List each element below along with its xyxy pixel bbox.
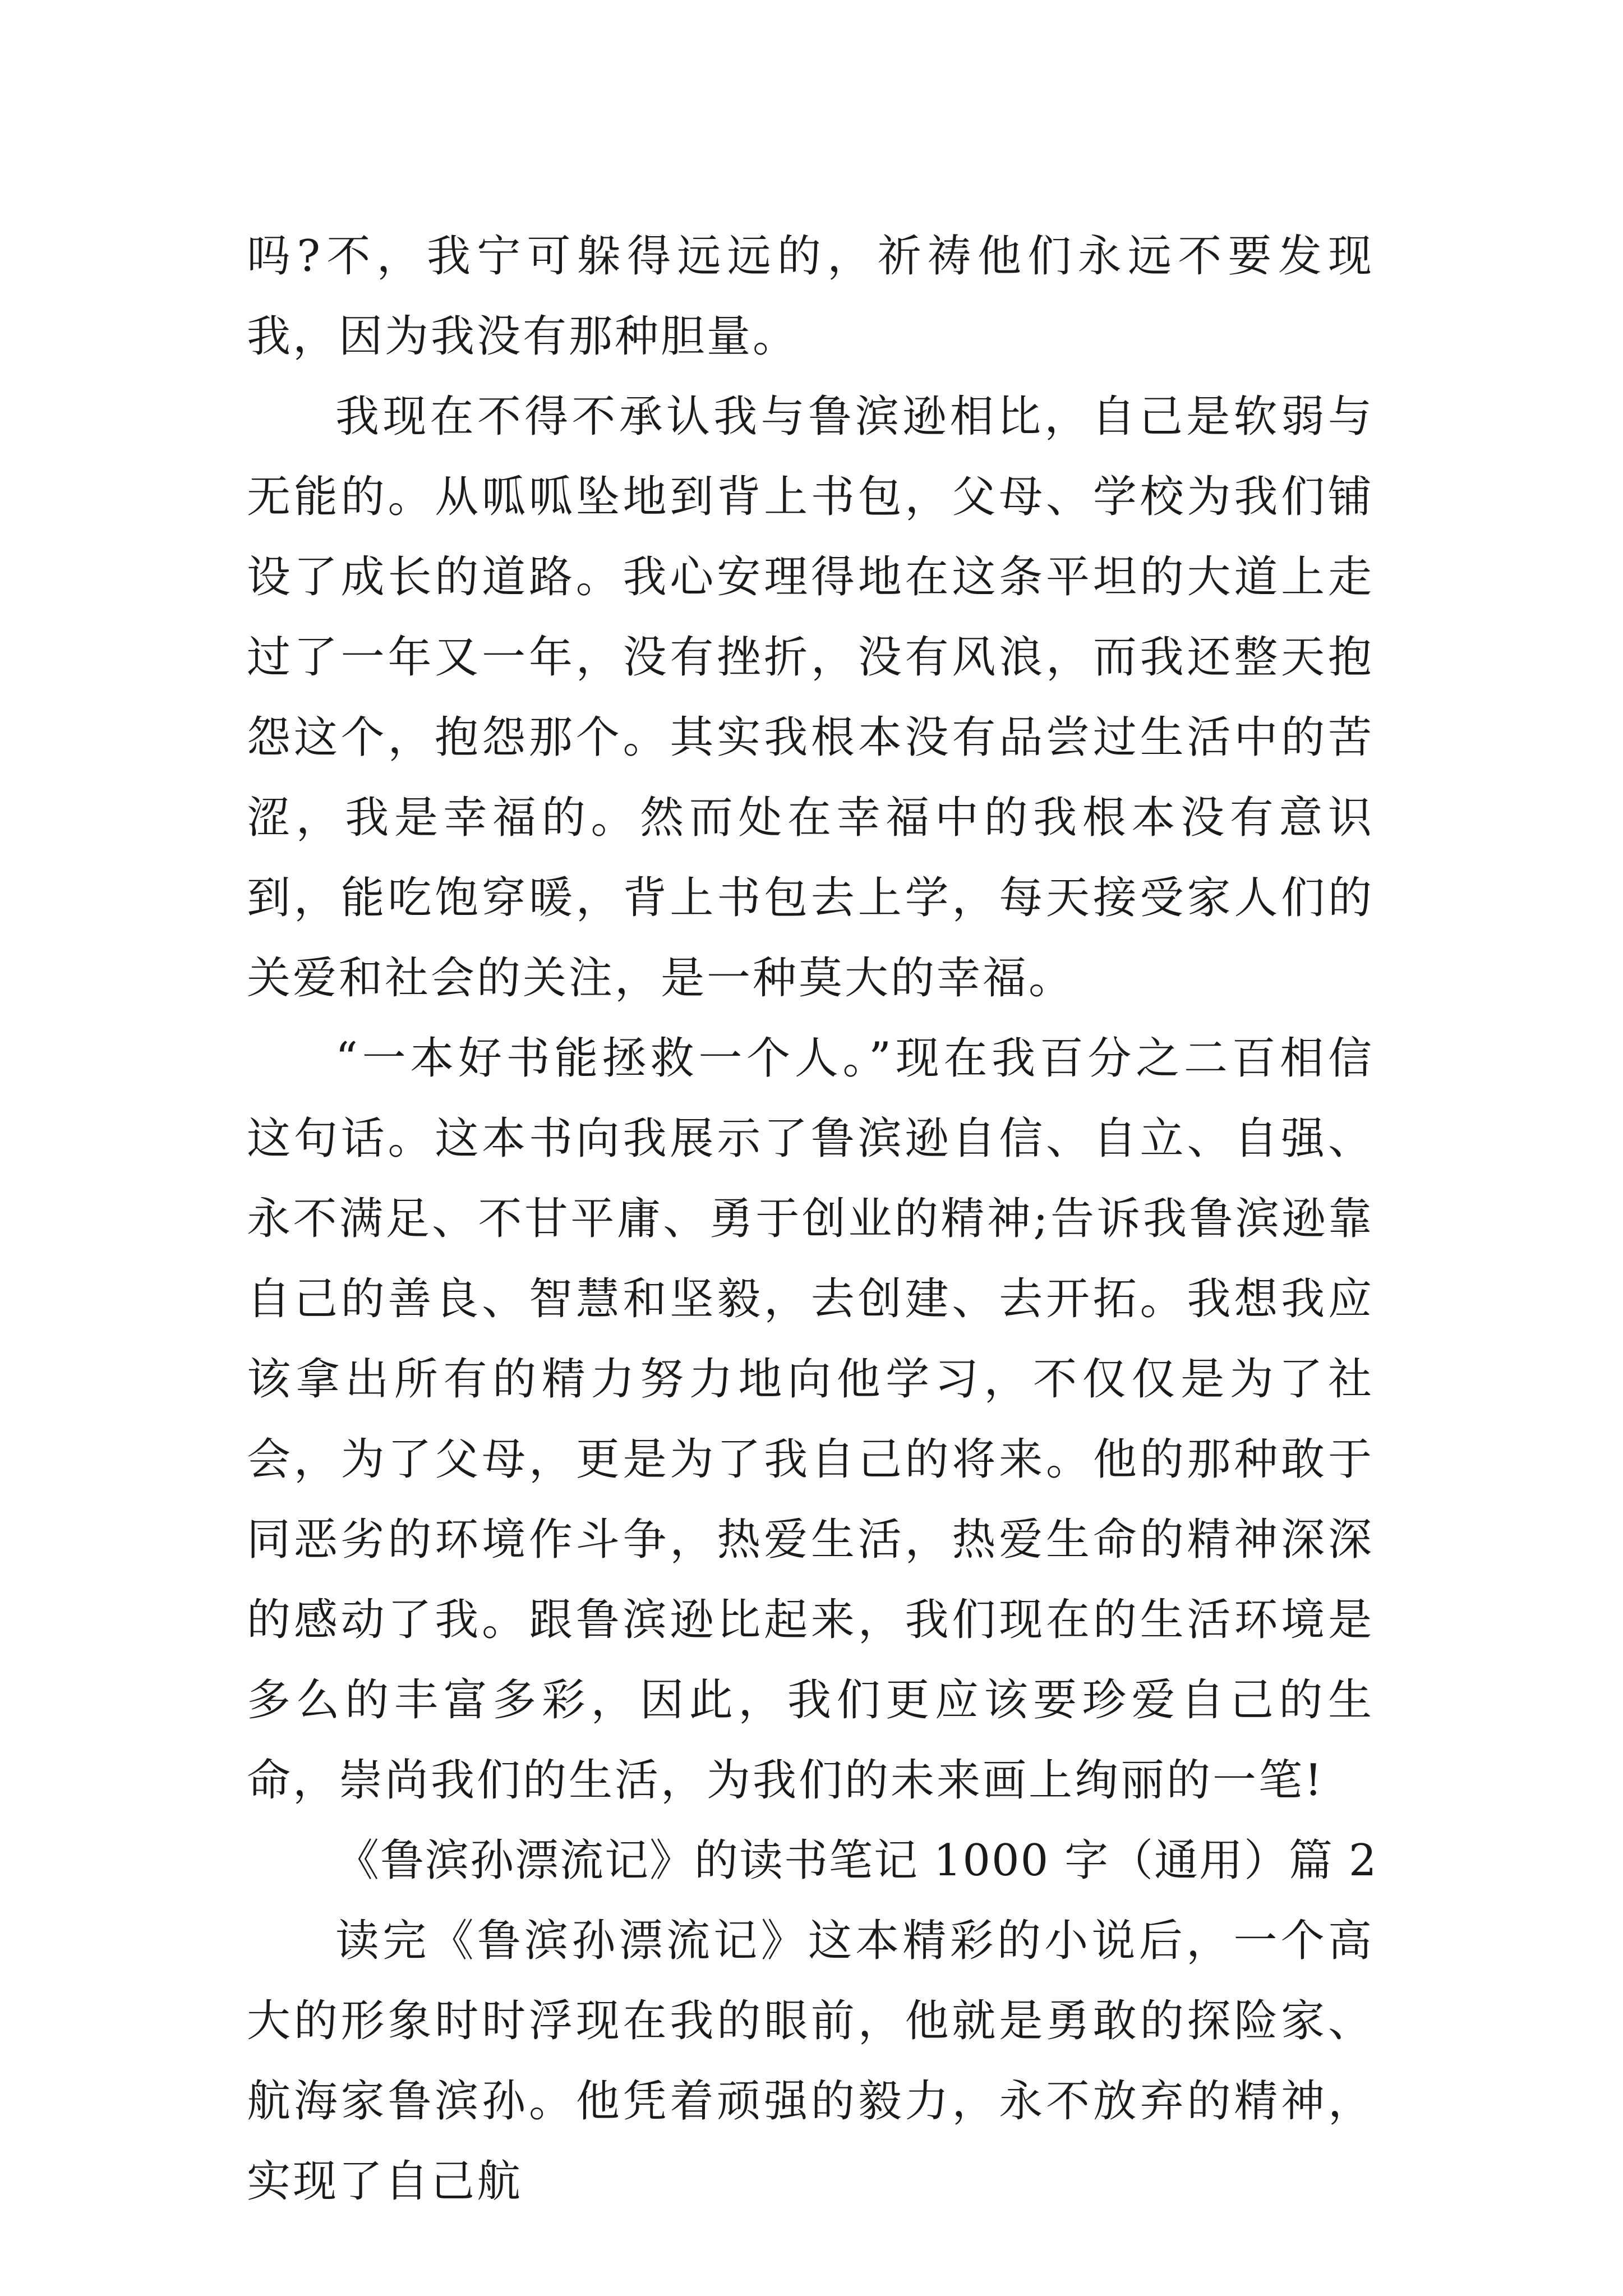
paragraph-good-book: “一本好书能拯救一个人。”现在我百分之二百相信这句话。这本书向我展示了鲁滨逊自信、自立、自强、永不满足、不甘平庸、勇于创业的精神;告诉我鲁滨逊靠自己的善良、智慧和坚毅，去创建、去开拓。我想我应该拿出所有的精力努力地向他学习，不仅仅是为了社会，为了父母，更是为了我自己的将来。他的那种敢于同恶劣的环境作斗争，热爱生活，热爱生命的精神深深的感动了我。跟鲁滨逊比起来，我们现在的生活环境是多么的丰富多彩，因此，我们更应该要珍爱自己的生命，崇尚我们的生活，为我们的未来画上绚丽的一笔! <box>247 1033 1374 1806</box>
section-heading: 《鲁滨孙漂流记》的读书笔记 1000 字（通用）篇 2 <box>335 1835 1378 1886</box>
paragraph-section-2-intro: 读完《鲁滨孙漂流记》这本精彩的小说后，一个高大的形象时时浮现在我的眼前，他就是勇敢的探险家、航海家鲁滨孙。他凭着顽强的毅力，永不放弃的精神，实现了自己航 <box>247 1916 1374 2207</box>
paragraph-continuation: 吗?不，我宁可躲得远远的，祈祷他们永远不要发现我，因为我没有那种胆量。 <box>247 231 1374 362</box>
document-body <box>247 217 1378 2222</box>
paragraph-reflection: 我现在不得不承认我与鲁滨逊相比，自己是软弱与无能的。从呱呱坠地到背上书包，父母、学校为我们铺设了成长的道路。我心安理得地在这条平坦的大道上走过了一年又一年，没有挫折，没有风浪，而我还整天抱怨这个，抱怨那个。其实我根本没有品尝过生活中的苦涩，我是幸福的。然而处在幸福中的我根本没有意识到，能吃饱穿暖，背上书包去上学，每天接受家人们的关爱和社会的关注，是一种莫大的幸福。 <box>247 392 1374 1004</box>
